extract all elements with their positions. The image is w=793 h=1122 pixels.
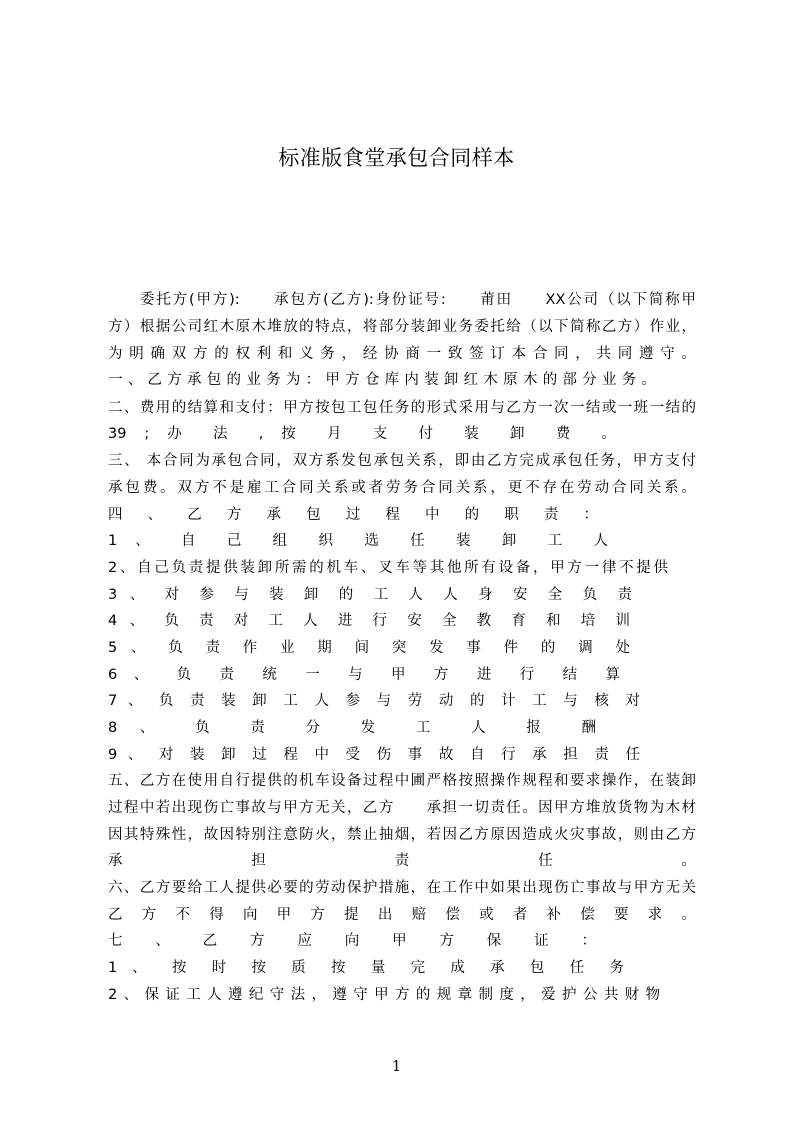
body-line: 委托方(甲方): 承包方(乙方):身份证号: 莆田 XX公司（以下简称甲 <box>140 292 696 308</box>
body-line: 因其特殊性，故因特别注意防火，禁止抽烟，若因乙方原因造成火灾事故，则由乙方 <box>108 827 696 843</box>
body-line: 承 担 责 任 。 <box>108 853 696 869</box>
page-number: 1 <box>391 1057 402 1075</box>
body-line: 为明确双方的权利和义务，经协商一致签订本合同，共同遵守。 <box>108 346 696 362</box>
body-line: 3 、 对 参 与 装 卸 的 工 人 人 身 安 全 负 责 <box>108 587 632 603</box>
body-line: 方）根据公司红木原木堆放的特点，将部分装卸业务委托给（以下简称乙方）作业， <box>108 319 696 335</box>
body-line: 2、自己负责提供装卸所需的机车、叉车等其他所有设备，甲方一律不提供 <box>108 560 668 576</box>
page-title: 标准版食堂承包合同样本 <box>278 146 515 170</box>
body-line: 8 、 负 责 分 发 工 人 报 酬 <box>108 720 596 736</box>
body-line: 乙 方 不 得 向 甲 方 提 出 赔 偿 或 者 补 偿 要 求 。 <box>108 907 696 923</box>
body-line: 三、 本合同为承包合同，双方系发包承包关系，即由乙方完成承包任务，甲方支付 <box>108 453 696 469</box>
body-line: 6 、 负 责 统 一 与 甲 方 进 行 结 算 <box>108 667 620 683</box>
body-line: 1 、 自 己 组 织 选 任 装 卸 工 人 <box>108 533 608 549</box>
body-line: 六、乙方要给工人提供必要的劳动保护措施，在工作中如果出现伤亡事故与甲方无关 <box>108 880 696 896</box>
body-line: 五、乙方在使用自行提供的机车设备过程中圃严格按照操作规程和要求操作，在装卸 <box>108 773 696 789</box>
body-line: 1 、 按 时 按 质 按 量 完 成 承 包 任 务 <box>108 960 624 976</box>
body-line: 一、乙方承包的业务为：甲方仓库内装卸红木原木的部分业务。 <box>108 372 656 388</box>
body-line: 4 、 负 责 对 工 人 进 行 安 全 教 育 和 培 训 <box>108 613 630 629</box>
body-line: 二、费用的结算和支付：甲方按包工包任务的形式采用与乙方一次一结或一班一结的 <box>108 400 696 416</box>
body-line: 9 、 对 装 卸 过 程 中 受 伤 事 故 自 行 承 担 责 任 <box>108 747 640 763</box>
body-line: 7 、 负 责 装 卸 工 人 参 与 劳 动 的 计 工 与 核 对 <box>108 693 640 709</box>
body-line: 39 ; 办 法 , 按 月 支 付 装 卸 费 。 <box>108 426 616 442</box>
body-line: 承包费。双方不是雇工合同关系或者劳务合同关系，更不存在劳动合同关系。 <box>108 480 696 496</box>
body-line: 2、保证工人遵纪守法，遵守甲方的规章制度，爱护公共财物 <box>108 987 660 1003</box>
body-line: 四 、 乙 方 承 包 过 程 中 的 职 责 ： <box>108 507 598 523</box>
body-line: 七 、 乙 方 应 向 甲 方 保 证 ： <box>108 933 596 949</box>
body-line: 过程中若出现伤亡事故与甲方无关，乙方 承担一切责任。因甲方堆放货物为木材 <box>108 800 696 816</box>
body-line: 5 、 负 责 作 业 期 间 突 发 事 件 的 调 处 <box>108 640 630 656</box>
